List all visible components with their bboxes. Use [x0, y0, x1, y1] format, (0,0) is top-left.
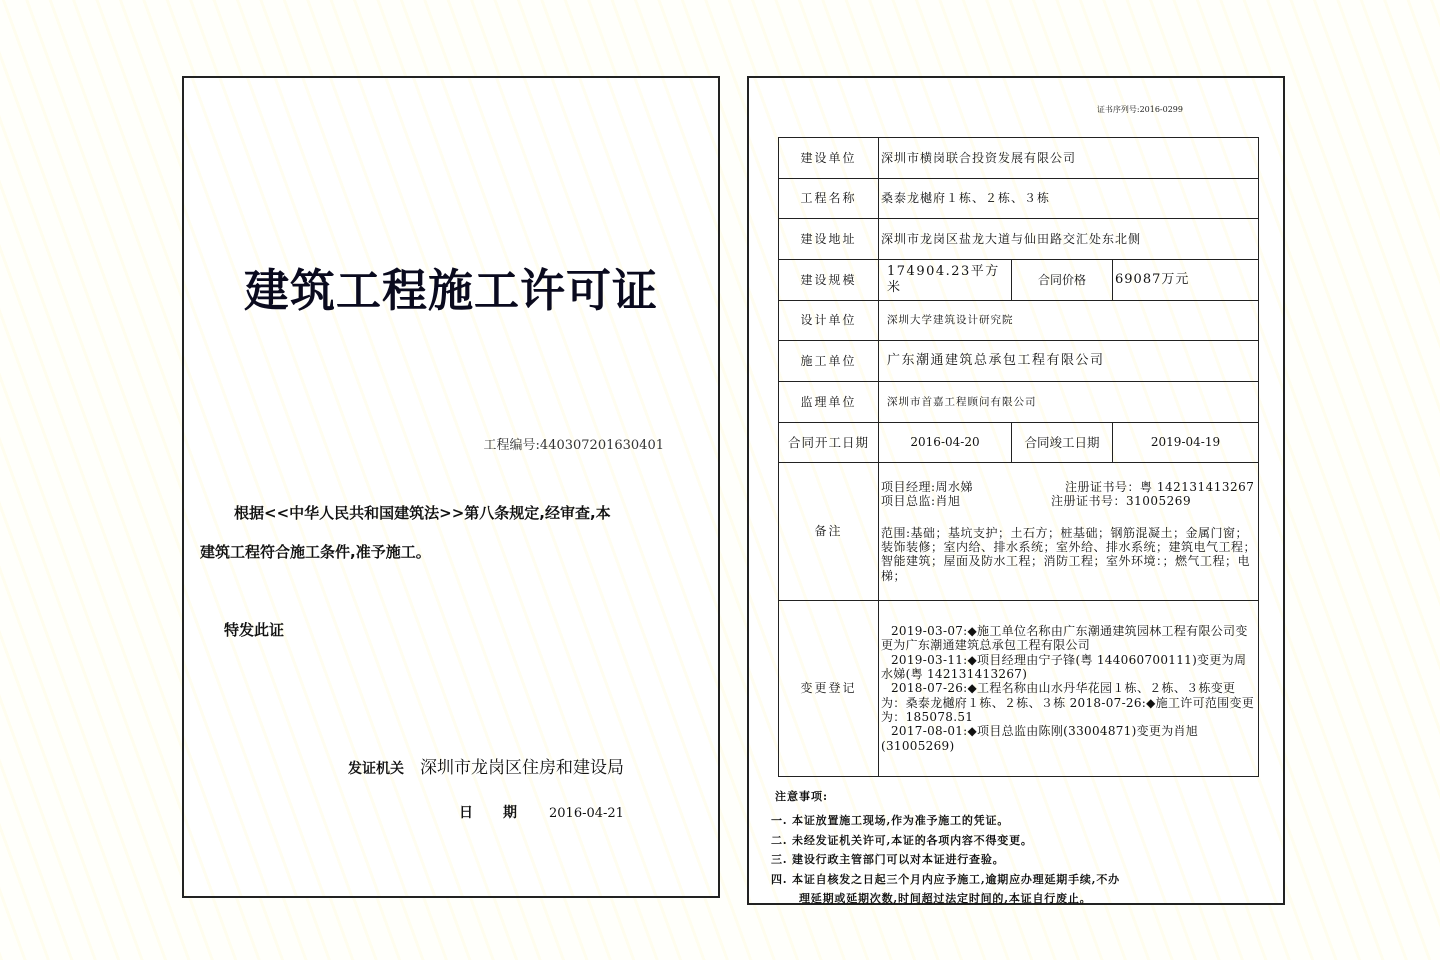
project-manager: 项目经理:周水娣 — [881, 479, 974, 494]
changes-label: 变更登记 — [779, 601, 879, 777]
scale-value: 174904.23平方米 — [879, 260, 1012, 301]
table-row-changes — [779, 601, 1259, 777]
change-entry: 2018-07-26:◆工程名称由山水丹华花园１栋、２栋、３栋变更为：桑泰龙樾府１栋、２栋、３栋 2018-07-26:◆施工许可范围变更为：185078.51 — [881, 681, 1255, 725]
contractor-label: 施工单位 — [779, 341, 879, 382]
supervisor-label: 监理单位 — [779, 382, 879, 423]
notes-title: 注意事项: — [775, 790, 829, 803]
permit-details-table — [778, 137, 1259, 777]
project-number: 工程编号:440307201630401 — [483, 438, 664, 453]
note-item: 四. 本证自核发之日起三个月内应予施工,逾期应办理延期手续,不办 — [771, 872, 1120, 886]
remarks-label: 备注 — [779, 463, 879, 601]
table-row — [779, 301, 1259, 341]
price-value: 69087万元 — [1113, 260, 1259, 301]
builder-label: 建设单位 — [779, 138, 879, 179]
note-item: 三. 建设行政主管部门可以对本证进行查验。 — [771, 853, 1005, 866]
chief-supervisor-cert: 注册证书号：31005269 — [1051, 494, 1192, 509]
issue-date — [459, 802, 624, 822]
end-date-value: 2019-04-19 — [1113, 423, 1259, 463]
issuer-label: 发证机关 — [348, 761, 404, 777]
legal-basis-text-cont: 建筑工程符合施工条件,准予施工。 — [200, 543, 431, 561]
builder-value: 深圳市横岗联合投资发展有限公司 — [879, 138, 1259, 179]
address-value: 深圳市龙岗区盐龙大道与仙田路交汇处东北侧 — [879, 219, 1259, 260]
date-value: 2016-04-21 — [549, 806, 624, 821]
table-row — [779, 138, 1259, 179]
issuer-value: 深圳市龙岗区住房和建设局 — [420, 758, 624, 778]
legal-basis-text: 根据<<中华人民共和国建筑法>>第八条规定,经审查,本 — [234, 504, 611, 522]
table-row-remarks — [779, 463, 1259, 601]
permit-detail-page — [747, 76, 1285, 905]
start-date-value: 2016-04-20 — [879, 423, 1012, 463]
table-row — [779, 260, 1259, 301]
price-label: 合同价格 — [1012, 260, 1113, 301]
table-row — [779, 219, 1259, 260]
change-entry: 2019-03-11:◆项目经理由宁子锋(粤 144060700111)变更为周水娣(粤 142131413267) — [881, 652, 1247, 681]
change-entry: 2019-03-07:◆施工单位名称由广东潮通建筑园林工程有限公司变更为广东潮通建筑总承包工程有限公司 — [881, 623, 1248, 653]
table-row — [779, 382, 1259, 423]
table-row — [779, 423, 1259, 463]
start-date-label: 合同开工日期 — [779, 423, 879, 463]
note-item: 一. 本证放置施工现场,作为准予施工的凭证。 — [771, 814, 1010, 827]
project-name-label: 工程名称 — [779, 179, 879, 219]
special-issue-text: 特发此证 — [224, 621, 285, 639]
note-item: 二. 未经发证机关许可,本证的各项内容不得变更。 — [771, 833, 1033, 847]
remarks-content — [879, 463, 1259, 601]
designer-value: 深圳大学建筑设计研究院 — [879, 301, 1259, 341]
table-row — [779, 341, 1259, 382]
permit-title: 建筑工程施工许可证 — [243, 264, 658, 317]
project-name-value: 桑泰龙樾府１栋、２栋、３栋 — [879, 179, 1259, 219]
change-entry: 2017-08-01:◆项目总监由陈刚(33004871)变更为肖旭(31005269) — [881, 724, 1199, 753]
contractor-value: 广东潮通建筑总承包工程有限公司 — [879, 341, 1259, 382]
note-item-cont: 理延期或延期次数,时间超过法定时间的,本证自行废止。 — [799, 892, 1092, 905]
certificate-serial: 证书序列号:2016-0299 — [1096, 105, 1183, 114]
changes-content — [879, 601, 1259, 777]
end-date-label: 合同竣工日期 — [1012, 423, 1113, 463]
table-row — [779, 179, 1259, 219]
project-manager-cert: 注册证书号：粤 142131413267 — [1065, 479, 1255, 494]
scale-label: 建设规模 — [779, 260, 879, 301]
address-label: 建设地址 — [779, 219, 879, 260]
date-label: 日期 — [459, 805, 547, 821]
chief-supervisor: 项目总监:肖旭 — [881, 494, 961, 509]
notes-list — [771, 811, 1120, 909]
permit-cover-page — [182, 76, 720, 898]
scope-text: 范围:基础；基坑支护；土石方；桩基础；钢筋混凝土；金属门窗；装饰装修；室内给、排水系统；室外给、排水系统；建筑电气工程；智能建筑；屋面及防水工程；消防工程；室外环境：；燃气工程；电梯； — [881, 525, 1257, 583]
supervisor-value: 深圳市首嘉工程顾问有限公司 — [879, 382, 1259, 423]
designer-label: 设计单位 — [779, 301, 879, 341]
issuing-authority — [348, 753, 624, 778]
